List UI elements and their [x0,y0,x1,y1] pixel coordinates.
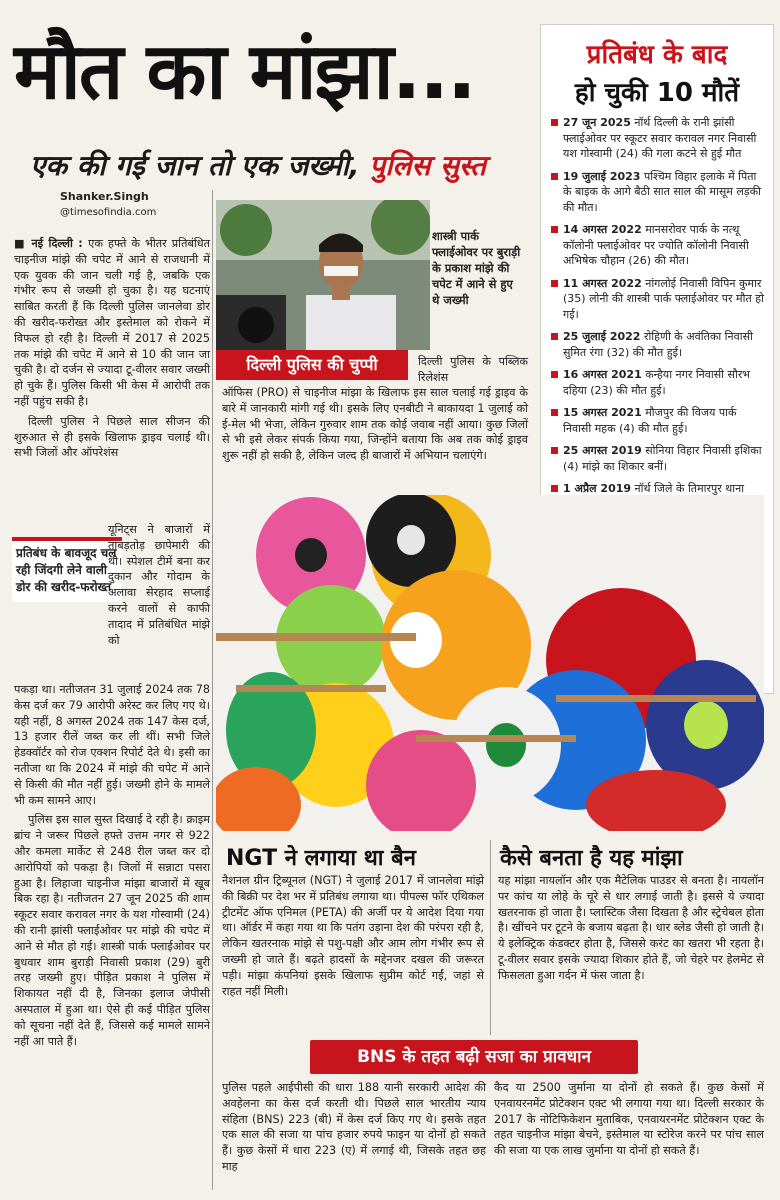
sidebar-title-black: हो चुकी 10 मौतें [574,78,740,108]
left-para1: एक हफ्ते के भीतर प्रतिबंधित चाइनीज मांझे की चपेट में आने से राजधानी में एक युवक की जान चली गई है, जबकि एक गंभीर रूप से जख्मी हो चुका है। यह घटनाएं साबित करती हैं कि दिल्ली पुलिस जानलेवा डोर की खरीद-फरोख्त और इस्तेमाल को रोकने में विफल हो रही है। दिल्ली में 2017 से 2025 तक मांझे की चपेट में आने से 10 की जान जा चुकी है। दो दर्जन से ज्यादा टू-वीलर सवार जख्मी हो चुके हैं। पुलिस किसी भी केस में आरोपी तक नहीं पहुंच सकी है। [14,237,210,408]
police-section-tag: दिल्ली पुलिस की चुप्पी [216,350,408,380]
list-item: 14 अगस्त 2022 मानसरोवर पार्क के नत्थू कॉलोनी फ्लाईओवर पर ज्योति कॉलोनी निवासी अभिषेक चौहान (26) की मौत। [551,222,765,269]
ngt-title: NGT ने लगाया था बैन [226,846,416,871]
police-lead: दिल्ली पुलिस के पब्लिक रिलेशंस [418,355,528,384]
subheadline [30,146,550,184]
left-column-mid [108,522,210,652]
byline-author: Shanker.Singh [60,190,149,203]
list-item: 16 अगस्त 2021 कन्हैया नगर निवासी सौरभ दहिया (23) की मौत हुई। [551,367,765,398]
subheadline-part1: एक की गई जान तो एक जख्मी, [30,149,360,182]
headline: मौत का मांझा... [14,27,475,117]
victim-photo-illustration [216,200,430,350]
victim-photo [216,200,430,350]
list-item: 27 जून 2025 नॉर्थ दिल्ली के रानी झांसी फ्लाईओवर पर स्कूटर सवार करावल नगर निवासी यश गोस्वामी (24) की गला कटने से हुई मौत [551,115,765,162]
subheadline-part2: पुलिस सुस्त [359,149,486,182]
left-para2a: दिल्ली पुलिस ने पिछले साल सीजन की शुरुआत से ही इसके खिलाफ ड्राइव चलाई थी। सभी जिलों और ऑपरेशंस [14,414,210,460]
section-divider [490,840,491,1035]
list-item: 25 जुलाई 2022 रोहिणी के अवंतिका निवासी सुमित रंगा (32) की मौत हुई। [551,329,765,360]
bns-col2: कैद या 2500 जुर्माना या दोनों हो सकते हैं। कुछ केसों में एनवायरनमेंट प्रोटेक्शन एक्ट भी लगाया गया था। दिल्ली सरकार के 2017 के नोटिफिकेशन मुताबिक, एनवायरनमेंट प्रोटेक्शन एक्ट के तहत चाइनीज मांझा बेचने, इस्तेमाल या स्टोरेज करने पर पांच साल की सजा या एक लाख जुर्माना या दोनों हो सकते हैं। [494,1081,764,1158]
byline-handle: @timesofindia.com [60,207,157,218]
list-item: 19 जुलाई 2023 पश्चिम विहार इलाके में पिता के बाइक के आगे बैठी सात साल की मासूम लड़की की मौत। [551,169,765,216]
bns-col1: पुलिस पहले आईपीसी की धारा 188 यानी सरकारी आदेश की अवहेलना का केस दर्ज करती थी। पिछले साल भारतीय न्याय संहिता (BNS) 223 (बी) में केस दर्ज किए गए थे। इसके तहत एक साल की सजा या पांच हजार रुपये फाइन या दोनों हो सकते हैं। कुछ केसों में धारा 223 (ए) में लगाई थी, जिसके तहत छह माह [222,1081,486,1173]
left-para2c: पकड़ा था। नतीजतन 31 जुलाई 2024 तक 78 केस दर्ज कर 79 आरोपी अरेस्ट कर लिए गए थे। यही नहीं, 8 अगस्त 2024 तक 147 केस दर्ज, 13 हजार रीलें जब्त कर ली थीं। सभी जिले हेडक्वॉर्टर को रोज एक्शन रिपोर्ट देते थे। इसी का नतीजा था कि 2024 में मांझे की चपेट में आने से किसी की मौत नहीं हुई। जख्मी होने के मामले भी कम सामने आए। [14,683,210,807]
pull-quote: प्रतिबंध के बावजूद चल रही जिंदगी लेने वाली डोर की खरीद-फरोख्त [12,537,122,602]
column-divider [212,190,213,1190]
how-made-body: यह मांझा नायलॉन और एक मैटेलिक पाउडर से बनता है। नायलॉन पर कांच या लोहे के चूरे से धार लगाई जाती है। इससे ये ज्यादा खतरनाक हो जाता है। प्लास्टिक जैसा दिखता है और स्ट्रेचेबल होता है। खींचने पर टूटने के बजाय बढ़ता है। धार ब्लेड जैसी हो जाती है। ये इलेक्ट्रिक कंडक्टर होता है, जिससे करंट का खतरा भी रहता है। टू-वीलर सवार इसके ज्यादा शिकार होते हैं, जो चेहरे पर हेलमेट से फिसलता हुआ गर्दन में फंस जाता है। [498,874,764,982]
bns-title: BNS के तहत बढ़ी सजा का प्रावधान [310,1040,638,1074]
how-made-title: कैसे बनता है यह मांझा [500,846,683,871]
sidebar-title-red: प्रतिबंध के बाद [586,40,728,70]
photo-caption: शास्त्री पार्क फ्लाईओवर पर बुराड़ी के प्रकाश मांझे की चपेट में आने से हुए थे जख्मी [432,229,521,307]
manjha-spools-photo [216,495,764,831]
list-item: 1 अप्रैल 2019 नॉर्थ जिले के तिमारपुर थाना [551,481,765,528]
list-item: 15 अगस्त 2021 मौजपुर की विजय पार्क निवासी महक (4) की मौत हुई। [551,405,765,436]
left-para3: पुलिस इस साल सुस्त दिखाई दे रही है। क्राइम ब्रांच ने जरूर पिछले हफ्ते उत्तम नगर से 922 और कमला मार्केट से 248 रील जब्त कर दो आरोपियों को पकड़ा है। जिलों में सन्नाटा पसरा हुआ है। लिहाजा चाइनीज मांझा बाजारों में खूब बिक रहा है। नतीजतन 27 जून 2025 की शाम स्कूटर सवार करावल नगर के यश गोस्वामी (24) की रानी झांसी फ्लाईओवर पर मांझे की चपेट में आने से मौत हो गई। शास्त्री पार्क फ्लाईओवर पर बुधवार शाम बुराड़ी निवासी प्रकाश (29) बुरी तरह जख्मी हुए। पीड़ित प्रकाश ने पुलिस में शिकायत नहीं दी है, जिनका इलाज जेपीसी अस्पताल में हुआ था। ऐसे ही कई पीड़ित पुलिस को सूचना नहीं देते हैं, जिससे कई मामले सामने नहीं आ पाते हैं। [14,813,210,1048]
list-item: 25 अगस्त 2019 सोनिया विहार निवासी इशिका (4) मांझे का शिकार बनीं। [551,443,765,474]
left-column-top [14,236,210,465]
dateline: ■ नई दिल्ली : [14,237,89,250]
ngt-body: नैशनल ग्रीन ट्रिब्यूनल (NGT) ने जुलाई 2017 में जानलेवा मांझे की बिक्री पर देश भर में प्रतिबंध लगाया था। पीपल्स फॉर एथिकल ट्रीटमेंट ऑफ एनिमल (PETA) की अर्जी पर ये आदेश दिया गया था। ऑर्डर में कहा गया था कि पतंग उड़ाना देश की परंपरा रही है, लेकिन खतरनाक मांझे से पशु-पक्षी और आम लोग गंभीर रूप से जख्मी हो जाते हैं। बढ़ते हादसों के मद्देनजर दखल की जरूरत पड़ी। मांझा कंपनियां इसके खिलाफ सुप्रीम कोर्ट गईं, जहां से राहत नहीं मिली। [222,874,484,998]
list-item: 11 अगस्त 2022 नांगलोई निवासी विपिन कुमार (35) लोनी की शास्त्री पार्क फ्लाईओवर पर मौत हो गई। [551,276,765,323]
police-body: ऑफिस (PRO) से चाइनीज मांझा के खिलाफ इस साल चलाई गई ड्राइव के बारे में जानकारी मांगी गई थी। इसके लिए एनबीटी ने बाकायदा 1 जुलाई को ई-मेल भी भेजा, लेकिन गुरुवार शाम तक कोई जवाब नहीं आया। कुछ जिलों से भी इसे लेकर संपर्क किया गया, जिन्होंने बताया कि अब तक कोई ड्राइव शुरू नहीं हो सकी है, लेकिन जल्द ही बाजारों में अभियान चलाएंगे। [222,386,528,463]
left-para2b: यूनिट्स ने बाजारों में ताबड़तोड़ छापेमारी की थी। स्पेशल टीमें बना कर दुकान और गोदाम के अलावा सेरहाद सप्लाई करने वालों से काफी तादाद में प्रतिबंधित मांझे को [108,523,210,647]
left-column-bottom [14,682,210,1053]
spools-illustration [216,495,764,831]
